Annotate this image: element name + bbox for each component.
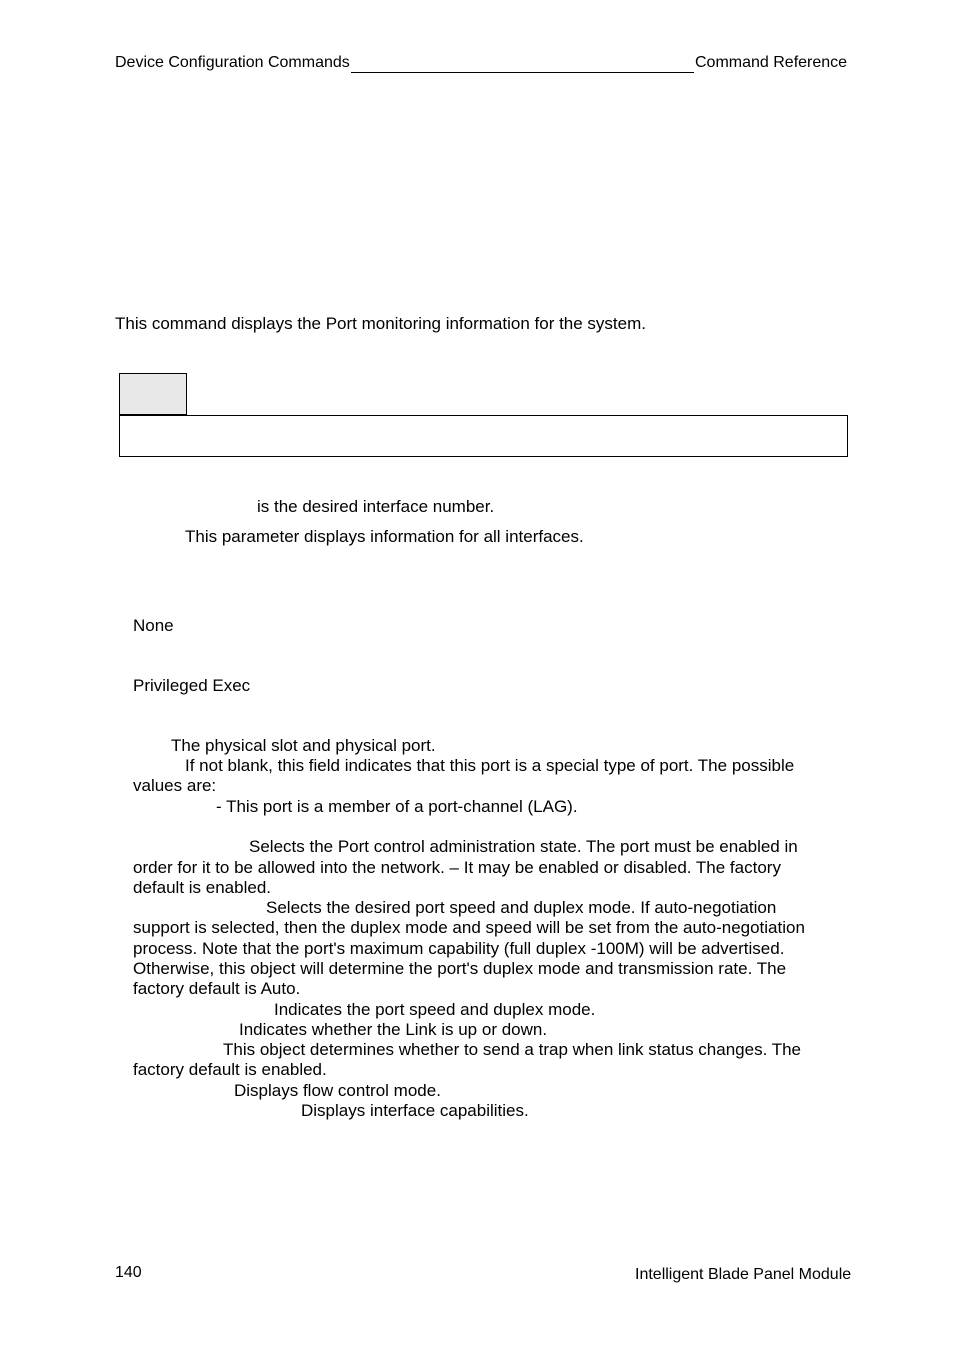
field-line: Displays flow control mode. (234, 1081, 441, 1100)
syntax-tab (119, 373, 187, 415)
page-number: 140 (115, 1264, 142, 1281)
field-line: factory default is enabled. (133, 1060, 327, 1079)
field-line: Selects the desired port speed and duplex mode. If auto-negotiation (266, 898, 777, 917)
footer-product: Intelligent Blade Panel Module (635, 1266, 852, 1283)
field-line: support is selected, then the duplex mode and speed will be set from the auto-negotiation (133, 918, 805, 937)
field-line: The physical slot and physical port. (171, 736, 436, 755)
field-line: Otherwise, this object will determine the port's duplex mode and transmission rate. The (133, 959, 787, 978)
field-line: default is enabled. (133, 878, 271, 897)
default-value: None (133, 616, 174, 635)
header-left: Device Configuration Commands (115, 54, 350, 71)
field-line: Displays interface capabilities. (301, 1101, 529, 1120)
field-line: factory default is Auto. (133, 979, 301, 998)
param-all-desc: This parameter displays information for all interfaces. (185, 527, 584, 546)
header-right: Command Reference (695, 54, 848, 71)
field-line: - This port is a member of a port-channel (LAG). (216, 797, 578, 816)
field-line: order for it to be allowed into the network. – It may be enabled or disabled. The factory (133, 858, 781, 877)
field-line: Indicates whether the Link is up or down. (239, 1020, 548, 1039)
field-line: If not blank, this field indicates that this port is a special type of port. The possible (185, 756, 795, 775)
command-mode: Privileged Exec (133, 676, 251, 695)
field-line: This object determines whether to send a trap when link status changes. The (223, 1040, 802, 1059)
field-line: Selects the Port control administration state. The port must be enabled in (249, 837, 798, 856)
field-line: process. Note that the port's maximum capability (full duplex -100M) will be advertised. (133, 939, 785, 958)
command-description: This command displays the Port monitoring information for the system. (115, 314, 646, 333)
param-interface-desc: is the desired interface number. (257, 497, 495, 516)
syntax-box (119, 415, 848, 457)
field-line: values are: (133, 776, 217, 795)
field-line: Indicates the port speed and duplex mode. (274, 1000, 596, 1019)
header-rule (351, 72, 694, 73)
